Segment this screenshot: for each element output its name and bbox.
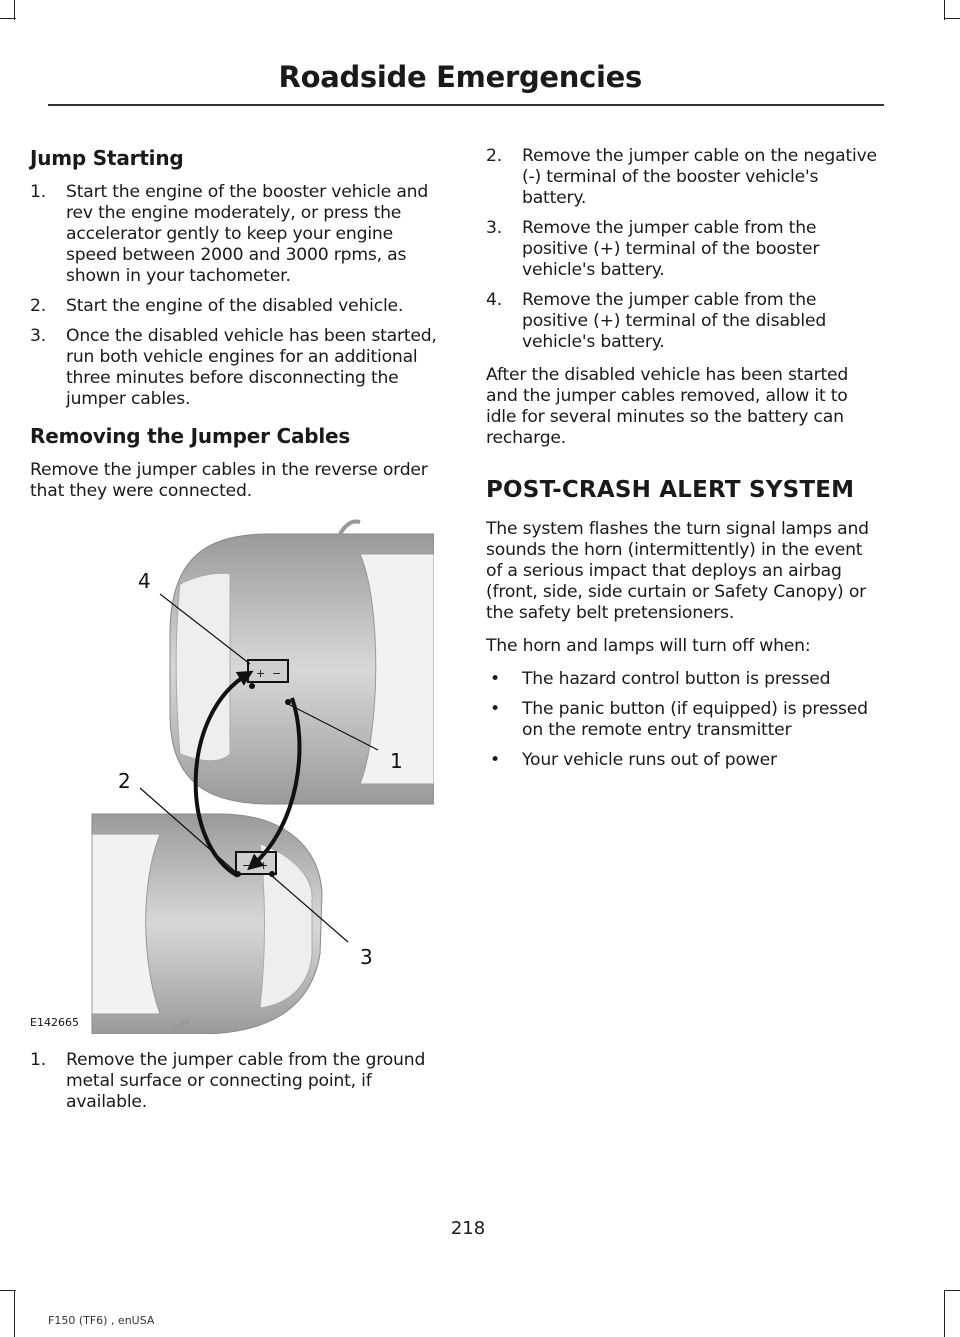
list-item — [486, 290, 882, 353]
crop-mark — [0, 18, 16, 19]
post-crash-list-intro: The horn and lamps will turn off when: — [486, 636, 811, 656]
bullet-icon: • — [490, 669, 500, 689]
step-text: Remove the jumper cable on the negative (-) terminal of the booster vehicle's battery. — [522, 146, 877, 208]
crop-mark — [14, 0, 15, 20]
removing-cables-heading: Removing the Jumper Cables — [30, 424, 351, 448]
bullet-text: The hazard control button is pressed — [522, 669, 831, 689]
list-item — [486, 669, 882, 690]
callout-label: 2 — [118, 769, 131, 793]
crop-mark — [0, 1290, 16, 1291]
svg-text:−: − — [242, 859, 252, 872]
removing-steps-part1 — [30, 1050, 448, 1113]
step-number: 1. — [30, 1050, 46, 1070]
step-number: 1. — [30, 182, 46, 202]
right-column — [486, 146, 882, 783]
svg-text:−: − — [272, 667, 282, 680]
removing-steps-part2 — [486, 146, 882, 353]
list-item — [486, 146, 882, 209]
crop-mark — [944, 1290, 960, 1291]
list-item — [30, 326, 448, 410]
callout-label: 3 — [360, 945, 373, 969]
callout-label: 4 — [138, 569, 151, 593]
diagram-svg — [30, 514, 434, 1034]
step-text: Remove the jumper cable from the positive (+) terminal of the booster vehicle's battery. — [522, 218, 820, 280]
crop-mark — [944, 18, 960, 19]
step-number: 2. — [486, 146, 502, 166]
svg-text:+: + — [259, 859, 269, 872]
step-number: 3. — [30, 326, 46, 346]
bullet-icon: • — [490, 750, 500, 770]
after-removal-text: After the disabled vehicle has been started and the jumper cables removed, allow it to idle for several minutes so the battery can recharge. — [486, 365, 849, 448]
jumper-cable-diagram — [30, 514, 434, 1034]
crop-mark — [944, 1290, 945, 1337]
page-title: Roadside Emergencies — [278, 60, 642, 94]
bullet-text: Your vehicle runs out of power — [522, 750, 777, 770]
figure-code: E142665 — [30, 1016, 79, 1029]
list-item — [486, 750, 882, 771]
step-text: Remove the jumper cable from the positive (+) terminal of the disabled vehicle's battery. — [522, 290, 827, 352]
crop-mark — [944, 0, 945, 20]
step-text: Start the engine of the booster vehicle and rev the engine moderately, or press the accelerator gently to keep your engine speed between 2000 and 3000 rpms, as shown in your tachometer. — [66, 182, 429, 286]
post-crash-conditions — [486, 669, 882, 771]
jump-starting-heading: Jump Starting — [30, 146, 184, 170]
list-item — [486, 699, 882, 741]
jump-starting-steps — [30, 182, 448, 410]
list-item — [30, 296, 448, 317]
header-rule — [48, 104, 884, 106]
model-label: F150 (TF6) , enUSA — [48, 1314, 155, 1327]
step-number: 4. — [486, 290, 502, 310]
post-crash-heading: POST-CRASH ALERT SYSTEM — [486, 477, 855, 503]
removing-intro: Remove the jumper cables in the reverse order that they were connected. — [30, 460, 428, 501]
step-text: Remove the jumper cable from the ground metal surface or connecting point, if available. — [66, 1050, 426, 1112]
list-item — [486, 218, 882, 281]
bullet-text: The panic button (if equipped) is pressed on the remote entry transmitter — [522, 699, 868, 740]
post-crash-body: The system flashes the turn signal lamps and sounds the horn (intermittently) in the event of a serious impact that deploys an airbag (front, side, side curtain or Safety Canopy) or the safety belt pretensioners. — [486, 519, 869, 623]
step-number: 3. — [486, 218, 502, 238]
list-item — [30, 1050, 448, 1113]
svg-text:+: + — [256, 667, 266, 680]
step-number: 2. — [30, 296, 46, 316]
list-item — [30, 182, 448, 287]
page-number: 218 — [450, 1218, 486, 1239]
callout-label: 1 — [390, 749, 403, 773]
crop-mark — [14, 1290, 15, 1337]
bullet-icon: • — [490, 699, 500, 719]
step-text: Once the disabled vehicle has been started, run both vehicle engines for an additional three minutes before disconnecting the jumper cables. — [66, 326, 437, 409]
left-column — [30, 146, 448, 1125]
step-text: Start the engine of the disabled vehicle. — [66, 296, 404, 316]
